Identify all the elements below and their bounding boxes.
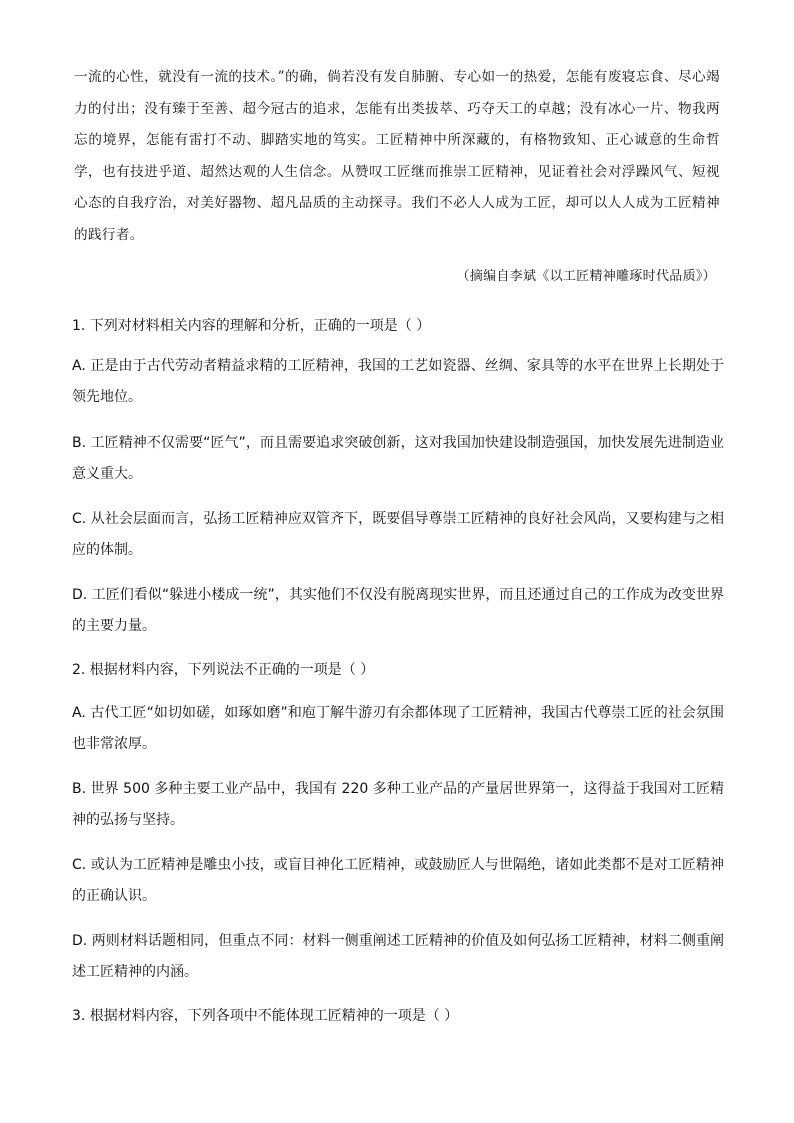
question-2-option-b: B. 世界 500 多种主要工业产品中，我国有 220 多种工业产品的产量居世界第一，这得益于我国对工匠精神的弘扬与坚持。 <box>72 781 724 828</box>
question-1-option-a: A. 正是由于古代劳动者精益求精的工匠精神，我国的工艺如瓷器、丝绸、家具等的水平在世界上长期处于领先地位。 <box>72 358 724 405</box>
passage-text: 一流的心性，就没有一流的技术。”的确，倘若没有发自肺腑、专心如一的热爱，怎能有废寝忘食、尽心竭力的付出；没有臻于至善、超今冠古的追求，怎能有出类拔萃、巧夺天工的卓越；没有冰心一片、物我两忘的境界，怎能有雷打不动、脚踏实地的笃实。工匠精神中所深藏的，有格物致知、正心诚意的生命哲学，也有技进乎道、超然达观的人生信念。从赞叹工匠继而推崇工匠精神，见证着社会对浮躁风气、短视心态的自我疗治，对美好器物、超凡品质的主动探寻。我们不必人人成为工匠，却可以人人成为工匠精神的践行者。 <box>74 69 720 243</box>
question-2-option-a: A. 古代工匠“如切如磋，如琢如磨”和庖丁解牛游刃有余都体现了工匠精神，我国古代尊崇工匠的社会氛围也非常浓厚。 <box>72 705 724 752</box>
question-3-stem: 3. 根据材料内容，下列各项中不能体现工匠精神的一项是（ ） <box>72 1008 459 1024</box>
question-1-option-c: C. 从社会层面而言，弘扬工匠精神应双管齐下，既要倡导尊崇工匠精神的良好社会风尚，又要构建与之相应的体制。 <box>72 511 724 558</box>
question-1-option-b: B. 工匠精神不仅需要“匠气”，而且需要追求突破创新，这对我国加快建设制造强国，加快发展先进制造业意义重大。 <box>72 435 724 482</box>
question-1-option-d: D. 工匠们看似“躲进小楼成一统”，其实他们不仅没有脱离现实世界，而且还通过自己的工作成为改变世界的主要力量。 <box>72 587 724 634</box>
question-2-option-d: D. 两则材料话题相同，但重点不同：材料一侧重阐述工匠精神的价值及如何弘扬工匠精神，材料二侧重阐述工匠精神的内涵。 <box>72 933 724 980</box>
question-1-stem: 1. 下列对材料相关内容的理解和分析，正确的一项是（ ） <box>72 318 431 334</box>
source-citation: （摘编自李斌《以工匠精神雕琢时代品质》） <box>456 269 716 284</box>
question-2-stem: 2. 根据材料内容，下列说法不正确的一项是（ ） <box>72 662 375 678</box>
question-2-option-c: C. 或认为工匠精神是雕虫小技，或盲目神化工匠精神，或鼓励匠人与世隔绝，诸如此类都不是对工匠精神的正确认识。 <box>72 857 724 904</box>
